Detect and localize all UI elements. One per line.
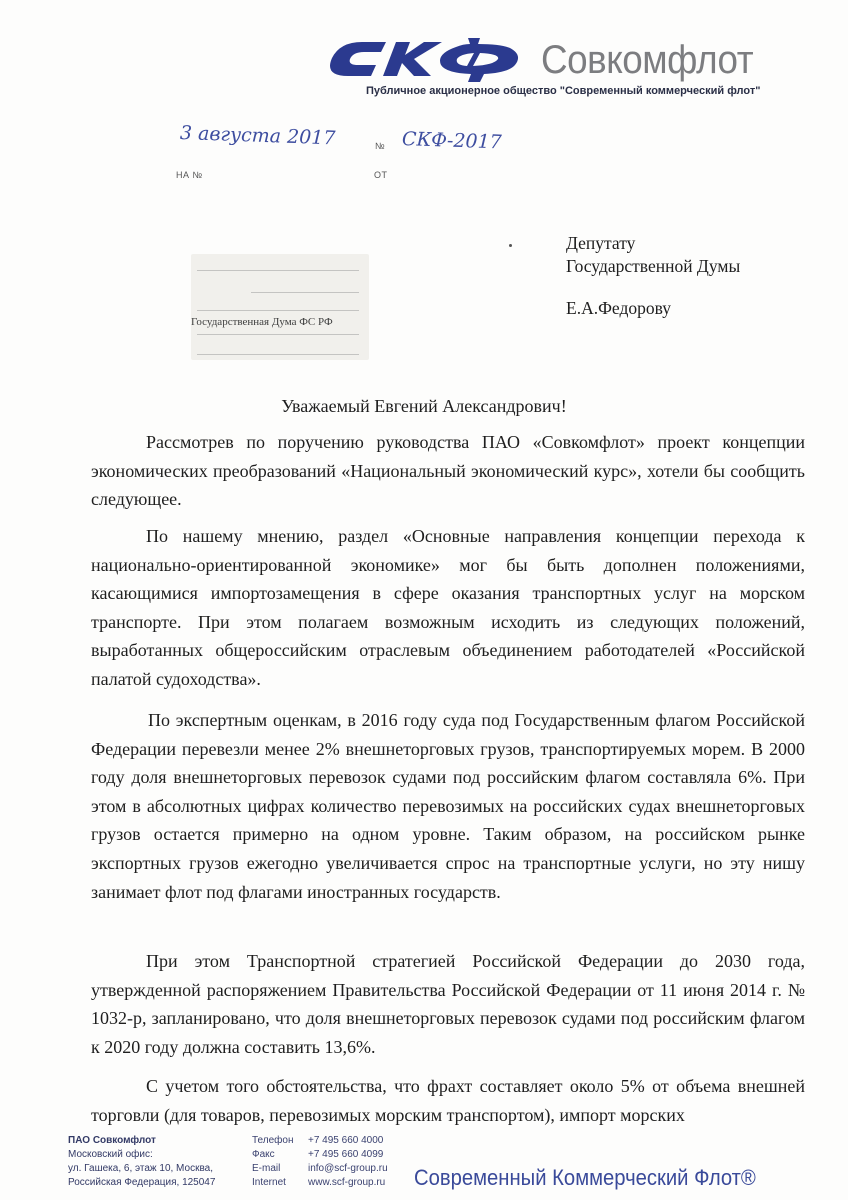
footer-contact-labels — [252, 1134, 293, 1190]
fax-label: Факс — [252, 1149, 275, 1160]
addressee-block — [566, 232, 740, 320]
from-label: ОТ — [374, 170, 388, 180]
footer-office-label: Московский офис: — [68, 1149, 153, 1160]
paragraph: По экспертным оценкам, в 2016 году суда под Государственным флагом Российской Федерации перевезли менее 2% внешнеторговых грузов, транспортируемых морем. В 2000 году доля внешнеторговых перевозок судами под российским флагом составляла 6%. При этом в абсолютных цифрах количество перевозимых на российских судах внешнеторговых грузов остается примерно на одном уровне. Таким образом, на российском рынке экспортных грузов ежегодно увеличивается спрос на транспортные услуги, но эту нишу занимает флот под флагами иностранных государств. — [91, 710, 805, 902]
footer-tagline: Современный Коммерческий Флот® — [414, 1165, 756, 1190]
addressee-line-2: Государственной Думы — [566, 256, 741, 276]
registration-stamp — [191, 254, 369, 360]
stamp-text: Государственная Дума ФС РФ — [191, 316, 333, 328]
handwritten-number: СКФ-2017 — [401, 128, 503, 154]
logo-letter-k-shape — [383, 42, 442, 76]
paragraph: По нашему мнению, раздел «Основные направления концепции перехода к национально-ориентированной экономике» мог бы быть дополнен положениями, касающимися импортозамещения в сфере оказания транспортных услуг на морском транспорте. При этом полагаем возможным исходить из следующих положений, выработанных общероссийским отраслевым объединением работодателей «Российской палатой судоходства». — [91, 526, 805, 689]
phone-value: +7 495 660 4000 — [308, 1135, 384, 1146]
paragraph: С учетом того обстоятельства, что фрахт составляет около 5% от объема внешней торговли (для товаров, перевозимых морским транспортом), импорт морских — [91, 1076, 805, 1125]
email-value: info@scf-group.ru — [308, 1163, 388, 1174]
stamp-line — [197, 334, 359, 335]
salutation: Уважаемый Евгений Александрович! — [281, 396, 567, 416]
footer-address-line-1: ул. Гашека, 6, этаж 10, Москва, — [68, 1163, 213, 1174]
paragraph: Рассмотрев по поручению руководства ПАО «Совкомфлот» проект концепции экономических преобразований «Национальный экономический курс», хотели бы сообщить следующее. — [91, 432, 805, 510]
email-label: E-mail — [252, 1163, 281, 1174]
stamp-line — [251, 292, 359, 293]
handwritten-date: 3 августа 2017 — [179, 122, 336, 150]
on-number-label: НА № — [176, 170, 203, 180]
internet-label: Internet — [252, 1177, 286, 1188]
footer-contact-values — [308, 1134, 388, 1190]
logo-letter-f-shape — [440, 38, 518, 82]
footer-company-block — [68, 1134, 215, 1190]
addressee-line-1: Депутату — [566, 233, 636, 253]
stamp-line — [197, 310, 359, 311]
number-label: № — [375, 141, 386, 151]
ink-dot — [509, 244, 512, 247]
logo-wordmark: Совкомфлот — [541, 38, 754, 82]
footer-address-line-2: Российская Федерация, 125047 — [68, 1177, 216, 1188]
footer-company-name: ПАО Совкомфлот — [68, 1135, 156, 1146]
paragraph: При этом Транспортной стратегией Российской Федерации до 2030 года, утвержденной распоряжением Правительства Российской Федерации от 11 июня 2014 г. № 1032-р, запланировано, что доля внешнеторговых перевозок судами под российским флагом к 2020 году должна составить 13,6%. — [91, 951, 805, 1057]
company-full-name: Публичное акционерное общество "Современный коммерческий флот" — [366, 85, 761, 97]
scf-logo — [328, 34, 538, 84]
logo-letter-s-shape — [330, 42, 386, 76]
internet-value: www.scf-group.ru — [308, 1177, 386, 1188]
stamp-line — [197, 270, 359, 271]
letterhead-footer — [0, 1128, 848, 1200]
stamp-line — [197, 354, 359, 355]
fax-value: +7 495 660 4099 — [308, 1149, 384, 1160]
addressee-name: Е.А.Федорову — [566, 298, 672, 318]
phone-label: Телефон — [252, 1135, 294, 1146]
